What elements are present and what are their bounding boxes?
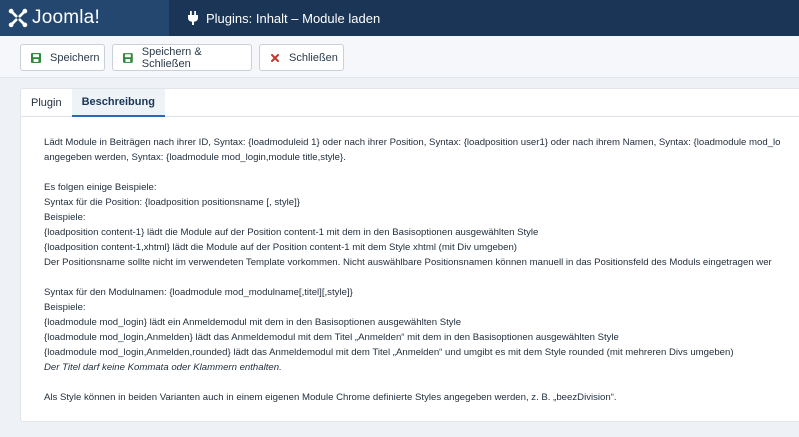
plug-icon bbox=[187, 11, 199, 25]
tab-plugin[interactable]: Plugin bbox=[31, 97, 62, 109]
description-line: {loadposition content-1} lädt die Module auf der Position content-1 mit dem in den Basisoptionen ausgewählten Style bbox=[44, 227, 539, 238]
description-line: angegeben werden, Syntax: {loadmodule mod_login,module title,style}. bbox=[44, 152, 346, 163]
save-icon bbox=[123, 53, 133, 63]
tab-beschreibung[interactable]: Beschreibung bbox=[72, 89, 165, 117]
joomla-icon bbox=[7, 7, 29, 29]
description-line bbox=[44, 360, 799, 375]
description-line: {loadmodule mod_login,Anmelden,rounded} lädt das Anmeldemodul mit dem Titel „Anmelden“ und umgibt es mit dem Style rounded (mit mehreren Divs umgeben) bbox=[44, 347, 734, 358]
description-line: {loadmodule mod_login,Anmelden} lädt das Anmeldemodul mit dem Titel „Anmelden“ mit dem in den Basisoptionen ausgewählten Style bbox=[44, 332, 619, 343]
description-text bbox=[44, 135, 799, 405]
description-line: Lädt Module in Beiträgen nach ihrer ID, Syntax: {loadmoduleid 1} oder nach ihrer Position, Syntax: {loadposition user1} oder nach ihrem Namen, Syntax: {loadmodule mod_lo bbox=[44, 137, 781, 148]
tab-bar bbox=[21, 89, 799, 117]
close-icon bbox=[270, 53, 280, 63]
save-icon bbox=[31, 53, 41, 63]
description-line: Syntax für die Position: {loadposition positionsname [, style]} bbox=[44, 197, 300, 208]
blank-line bbox=[44, 375, 799, 390]
page-title-area bbox=[169, 11, 380, 26]
top-header bbox=[0, 0, 799, 36]
description-line: {loadposition content-1,xhtml} lädt die Module auf der Position content-1 mit dem Style xhtml (mit Div umgeben) bbox=[44, 242, 517, 253]
plugin-card bbox=[20, 88, 799, 422]
page-title: Plugins: Inhalt – Module laden bbox=[206, 10, 381, 26]
description-line: Es folgen einige Beispiele: bbox=[44, 182, 157, 193]
save-close-button-label: Speichern & Schließen bbox=[141, 45, 202, 70]
close-button[interactable] bbox=[259, 44, 344, 71]
joomla-logo[interactable] bbox=[0, 0, 169, 36]
description-line: Beispiele: bbox=[44, 302, 86, 313]
description-line: {loadmodule mod_login} lädt ein Anmeldemodul mit dem in den Basisoptionen ausgewählten Style bbox=[44, 317, 462, 328]
blank-line bbox=[44, 270, 799, 285]
blank-line bbox=[44, 165, 799, 180]
save-close-button[interactable] bbox=[112, 44, 252, 71]
description-line: Beispiele: bbox=[44, 212, 86, 223]
description-line: Der Positionsname sollte nicht im verwendeten Template vorkommen. Nicht auswählbare Positionsnamen können manuell in das Positionsfeld des Moduls eingetragen wer bbox=[44, 257, 772, 268]
save-button-label: Speichern bbox=[50, 51, 100, 64]
description-line: Als Style können in beiden Varianten auch in einem eigenen Module Chrome definierte Styles angegeben werden, z. B. „beezDivision“. bbox=[44, 392, 617, 403]
description-note: Der Titel darf keine Kommata oder Klammern enthalten. bbox=[44, 362, 282, 373]
close-button-label: Schließen bbox=[289, 51, 338, 64]
description-line: Syntax für den Modulnamen: {loadmodule mod_modulname[,titel][,style]} bbox=[44, 287, 353, 298]
save-button[interactable] bbox=[20, 44, 105, 71]
toolbar bbox=[0, 36, 799, 78]
logo-text: Joomla! bbox=[32, 7, 100, 28]
